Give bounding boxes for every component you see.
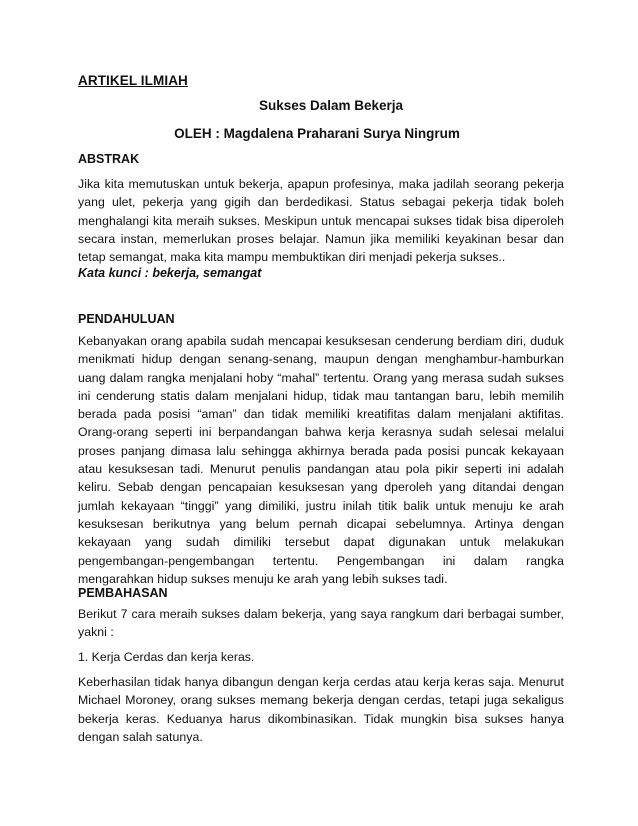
- keywords: Kata kunci : bekerja, semangat: [78, 266, 262, 280]
- article-title: Sukses Dalam Bekerja: [258, 98, 404, 113]
- discussion-heading: PEMBAHASAN: [78, 586, 168, 600]
- document-label: ARTIKEL ILMIAH: [78, 73, 188, 88]
- author-line: OLEH : Magdalena Praharani Surya Ningrum: [174, 126, 460, 141]
- document-page: [78, 0, 564, 826]
- point-1-text: Keberhasilan tidak hanya dibangun dengan kerja cerdas atau kerja keras saja. Menurut Michael Moroney, orang sukses memang bekerja dengan cerdas, tetapi juga sekaligus bekerja keras. Keduanya harus dikombinasikan. Tidak mungkin bisa sukses hanya dengan salah satunya.: [78, 675, 564, 744]
- introduction-heading: PENDAHULUAN: [78, 312, 175, 326]
- point-1-title: 1. Kerja Cerdas dan kerja keras.: [78, 650, 255, 664]
- discussion-intro: Berikut 7 cara meraih sukses dalam bekerja, yang saya rangkum dari berbagai sumber, yakni :: [78, 607, 564, 640]
- introduction-text: Kebanyakan orang apabila sudah mencapai kesuksesan cenderung berdiam diri, duduk menikmati hidup dengan senang-senang, maupun dengan menghambur-hamburkan uang dalam rangka menjalani hoby “mahal” tertentu. Orang yang merasa sudah sukses ini cenderung statis dalam menjalani hidup, tidak mau tantangan baru, lebih memilih berada pada posisi “aman” dan tidak memiliki kreatifitas dalam menjalani aktifitas. Orang-orang seperti ini berpandangan bahwa kerja kerasnya sudah selesai melalui proses panjang dimasa lalu sehingga akhirnya berada pada posisi puncak kekayaan atau kesuksesan tadi. Menurut penulis pandangan atau pola pikir seperti ini adalah keliru. Sebab dengan pencapaian kesuksesan yang dperoleh yang ditandai dengan jumlah kekayaan “tinggi” yang dimiliki, justru inilah titik balik untuk menuju ke arah kesuksesan berikutnya yang belum pernah dicapai sebelumnya. Artinya dengan kekayaan yang sudah dimiliki tersebut dapat digunakan untuk melakukan pengembangan-pengembangan tertentu. Pengembangan ini dalam rangka mengarahkan hidup sukses menuju ke arah yang lebih sukses tadi.: [78, 334, 564, 586]
- abstract-heading: ABSTRAK: [78, 152, 140, 166]
- abstract-text: Jika kita memutuskan untuk bekerja, apapun profesinya, maka jadilah seorang pekerja yang ulet, pekerja yang gigih dan berdedikasi. Status sebagai pekerja tidak boleh menghalangi kita meraih sukses. Meskipun untuk mencapai sukses tidak bisa diperoleh secara instan, memerlukan proses belajar. Namun jika memiliki keyakinan besar dan tetap semangat, maka kita mampu membuktikan diri menjadi pekerja sukses..: [78, 177, 564, 265]
